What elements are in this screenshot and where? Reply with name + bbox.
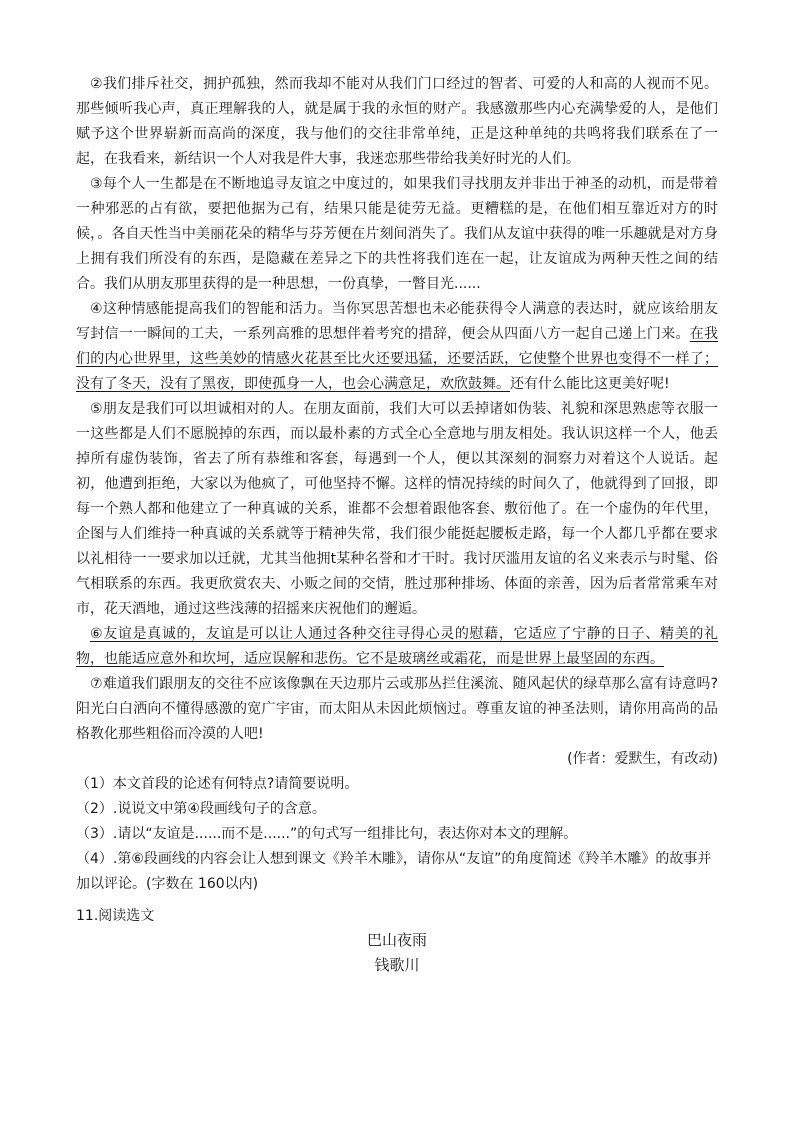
question-list [76, 772, 718, 897]
author-attribution: (作者：爱默生，有改动) [567, 751, 718, 767]
question-3: （3）.请以“友谊是......而不是......”的句式写一组排比句，表达你对本文的理解。 [76, 826, 578, 842]
paragraph-6-underlined-text: ⑥友谊是真诚的，友谊是可以让人通过各种交往寻得心灵的慰藉，它适应了宁静的日子、精美的礼物，也能适应意外和坎坷，适应误解和悲伤。它不是玻璃丝或霜花，而是世界上最坚固的东西。 [76, 626, 718, 667]
paragraph-5: ⑤朋友是我们可以坦诚相对的人。在朋友面前，我们大可以丢掉诸如伪装、礼貌和深思熟虑等衣服一一这些都是人们不愿脱掉的东西，而以最朴素的方式全心全意地与朋友相处。我认识这样一个人，他丢掉所有虚伪装饰，省去了所有恭维和客套，每遇到一个人，便以其深刻的洞察力对着这个人说话。起初，他遭到拒绝，大家以为他疯了，可他坚持不懈。这样的情况持续的时间久了，他就得到了回报，即每一个熟人都和他建立了一种真诚的关系，谁都不会想着跟他客套、敷衍他了。在一个虚伪的年代里，企图与人们维持一种真诚的关系就等于精神失常，我们很少能挺起腰板走路，每一个人都几乎都在要求以礼相待一一要求加以迁就，尤其当他拥t某种名誉和才干时。我讨厌滥用友谊的名义来表示与时髦、俗气相联系的东西。我更欣赏农夫、小贩之间的交情，胜过那种排场、体面的亲善，因为后者常常乘车对市，花天酒地，通过这些浅薄的招摇来庆祝他们的邂逅。 [76, 401, 718, 617]
paragraph-4-lead: ④这种情感能提高我们的智能和活力。当你冥思苦想也未必能获得令人满意的表达时，就应该给朋友写封信一一瞬间的工夫，一系列高雅的思想伴着考究的措辞，便会从四面八方一起自己递上门来。 [76, 301, 718, 342]
question-1: （1）本文首段的论述有何特点?请简要说明。 [76, 776, 359, 792]
paragraph-4 [76, 297, 718, 397]
article-body [76, 72, 718, 897]
paragraph-3: ③每个人一生都是在不断地追寻友谊之中度过的，如果我们寻找朋友并非出于神圣的动机，而是带着一种邪恶的占有欲，要把他据为己有，结果只能是徒劳无益。更糟糕的是，在他们相互靠近对方的时候，。各自天性当中美丽花朵的精华与芬芳便在片刻间消失了。我们从友谊中获得的唯一乐趣就是对方身上拥有我们所没有的东西，是隐藏在差异之下的共性将我们连在一起，让友谊成为两种天性之间的结合。我们从朋友那里获得的是一种思想，一份真挚，一瞥目光...... [76, 176, 718, 292]
paragraph-7: ⑦难道我们跟朋友的交往不应该像飘在天边那片云或那丛拦住溪流、随风起伏的绿草那么富有诗意吗?阳光白白洒向不懂得感激的宽广宇宙，而太阳从未因此烦恼过。尊重友谊的神圣法则，请你用高尚的品格教化那些粗俗而冷漠的人吧! [76, 676, 718, 742]
passage-author: 钱歌川 [374, 956, 420, 974]
section-heading: 11.阅读选文 [76, 908, 155, 924]
paragraph-2: ②我们排斥社交，拥护孤独，然而我却不能对从我们门口经过的智者、可爱的人和高的人视而不见。那些倾听我心声，真正理解我的人，就是属于我的永恒的财产。我感激那些内心充满挚爱的人，是他们赋予这个世界崭新而高尚的深度，我与他们的交往非常单纯，正是这种单纯的共鸣将我们联系在了一起，在我看来，新结识一个人对我是件大事，我迷恋那些带给我美好时光的人们。 [76, 76, 718, 167]
question-4: （4）.第⑥段画线的内容会让人想到课文《羚羊木雕》，请你从“友谊”的角度简述《羚羊木雕》的故事并加以评论。(字数在 160以内) [76, 851, 712, 892]
passage-title: 巴山夜雨 [366, 931, 427, 949]
paragraph-4-underlined-sentence: 在我们的内心世界里，这些美妙的情感火花甚至比火还要迅猛，还要活跃，它使整个世界也变得不一样了；没有了冬天，没有了黑夜，即使孤身一人，也会心满意足，欢欣鼓舞。 [76, 326, 719, 392]
paragraph-4-tail: 还有什么能比这更美好呢! [510, 376, 670, 392]
paragraph-6 [76, 622, 718, 672]
question-2: （2）.说说文中第④段画线句子的含意。 [76, 801, 326, 817]
